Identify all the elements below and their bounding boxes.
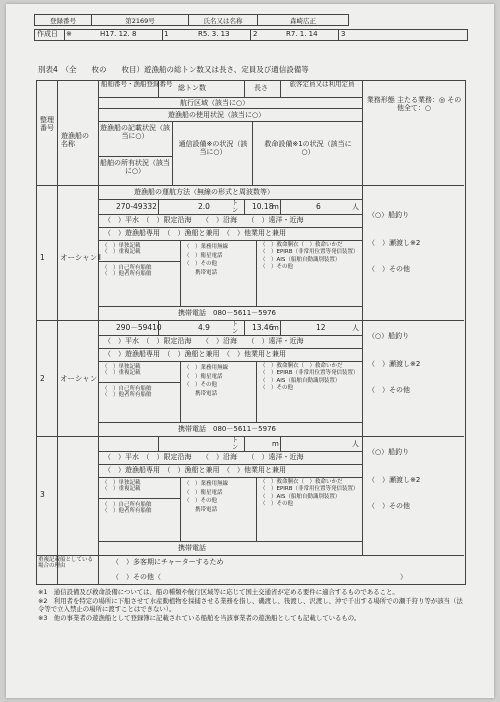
row-1-record-options[interactable]: （ ）単独記載 （ ）重複記載 — [102, 243, 141, 256]
header-method: 遊漁船の運航方法（無線の形式と周波数等） — [134, 188, 274, 196]
header-seq: 整理番号 — [40, 116, 54, 133]
note-1: ※1 通信設備及び救命設備については、船の種類や航行区域等に応じて国土交通省が定める要件に適合するものであること。 — [38, 588, 399, 596]
row-2-biz-rock[interactable]: （ ）瀬渡し※2 — [368, 360, 421, 368]
row-1-biz-rock[interactable]: （ ）瀬渡し※2 — [368, 239, 421, 247]
row-unit-ton-1: トン — [232, 200, 239, 214]
created-mark: ※ — [66, 30, 72, 38]
row-1-area-options[interactable]: （ ）平水 （ ）限定沿海 （ ）沿海 （ ）遠洋・近海 — [104, 216, 304, 224]
registration-header — [34, 14, 349, 26]
created-date-3: R7. 1. 14 — [286, 30, 318, 38]
created-index-1: 1 — [164, 30, 169, 38]
row-3-biz-rock[interactable]: （ ）瀬渡し※2 — [368, 476, 421, 484]
row-unit-m-3: m — [272, 440, 279, 448]
row-3-biz-other[interactable]: （ ）その他 — [368, 502, 410, 510]
row-3-area-options[interactable]: （ ）平水 （ ）限定沿海 （ ）沿海 （ ）遠洋・近海 — [104, 453, 304, 461]
reason-label: 重複記載船としている場合の理由 — [38, 557, 94, 570]
row-vessel-name-2: オーシャン — [60, 374, 98, 383]
label-registration-number: 登録番号 — [35, 15, 92, 26]
row-seq-2: 2 — [40, 374, 45, 383]
header-area: 航行区域（該当に○） — [180, 99, 250, 107]
row-2-area-options[interactable]: （ ）平水 （ ）限定沿海 （ ）沿海 （ ）遠洋・近海 — [104, 337, 304, 345]
row-reg-no-1: 270-49332 — [116, 202, 157, 211]
header-capacity: 旅客定員又は利用定員 — [289, 80, 355, 88]
row-2-comm-options[interactable]: （ ）業務用無線 （ ）衛星電話 （ ）その他 携帯電話 — [184, 365, 229, 397]
row-unit-m-1: m — [272, 203, 279, 211]
header-business: 業務形態 主たる業務：◎ その他全て：○ — [366, 96, 462, 113]
row-2-phone: 080－5611－5976 — [213, 425, 276, 433]
row-3-comm-options[interactable]: （ ）業務用無線 （ ）衛星電話 （ ）その他 携帯電話 — [184, 481, 229, 513]
row-1-use-options[interactable]: （ ）遊漁船専用 （ ）漁船と兼用 （ ）他業用と兼用 — [104, 229, 286, 237]
header-comm: 通信設備※の状況（該当に○） — [178, 140, 248, 157]
label-name: 氏名又は名称 — [189, 15, 258, 26]
operator-name: 森崎広正 — [258, 15, 349, 26]
reason-option-1[interactable]: （ ）多客期にチャーターするため — [112, 558, 224, 566]
row-1-rescue-options[interactable]: （ ）救命胴衣（ ）救命いかだ （ ）EPIRB（非常用位置等発信装置） （ ）AIS（船舶自動識別装置） （ ）その他 — [260, 242, 359, 271]
notes — [38, 588, 464, 623]
row-1-owner-options[interactable]: （ ）自己所有船舶 （ ）他者所有船舶 — [102, 265, 152, 278]
header-reg-no: 船舶番号・漁船登録番号 — [101, 80, 173, 88]
row-length-2: 13.46 — [252, 323, 274, 332]
row-capacity-1: 6 — [316, 202, 321, 211]
row-unit-ton-2: トン — [232, 321, 239, 335]
reason-option-2-text: その他（ — [133, 573, 161, 581]
row-gt-2: 4.9 — [198, 323, 210, 332]
reason-option-1-text: 多客期にチャーターするため — [133, 558, 224, 566]
row-unit-m-2: m — [272, 324, 279, 332]
row-3-biz-fishing[interactable]: （○）船釣り — [368, 448, 410, 456]
row-3-owner-options[interactable]: （ ）自己所有船舶 （ ）他者所有船舶 — [102, 502, 152, 515]
row-gt-1: 2.0 — [198, 202, 210, 211]
row-1-biz-other[interactable]: （ ）その他 — [368, 265, 410, 273]
row-3-use-options[interactable]: （ ）遊漁船専用 （ ）漁船と兼用 （ ）他業用と兼用 — [104, 466, 286, 474]
created-index-3: 3 — [341, 30, 346, 38]
row-2-biz-fishing[interactable]: （○）船釣り — [368, 332, 410, 340]
note-2: ※2 利用者を特定の場所に下船させて水産動植物を採捕させる業務を指し、磯渡し、筏渡し、沢渡し、沖で千出する場所での瀬千狩り等が該当（法令等で立入禁止の場所に渡すことはできない）。 — [38, 596, 463, 614]
reason-close-paren: ） — [400, 573, 407, 581]
row-1-biz-fishing[interactable]: （○）船釣り — [368, 211, 410, 219]
row-3-rescue-options[interactable]: （ ）救命胴衣（ ）救命いかだ （ ）EPIRB（非常用位置等発信装置） （ ）AIS（船舶自動識別装置） （ ）その他 — [260, 479, 359, 508]
row-1-mobile: 携帯電話 080－5611－5976 — [178, 309, 276, 317]
header-use: 遊漁船の使用状況（該当に○） — [168, 111, 266, 119]
registration-number: 第2169号 — [92, 15, 189, 26]
header-rescue: 救命設備※1の状況（該当に○） — [264, 140, 352, 157]
header-record: 遊漁船の記載状況（該当に○） — [100, 124, 170, 141]
header-gt: 総トン数 — [178, 84, 206, 92]
created-index-2: 2 — [253, 30, 258, 38]
row-2-owner-options[interactable]: （ ）自己所有船舶 （ ）他者所有船舶 — [102, 386, 152, 399]
row-2-use-options[interactable]: （ ）遊漁船専用 （ ）漁船と兼用 （ ）他業用と兼用 — [104, 350, 286, 358]
row-2-record-options[interactable]: （ ）単独記載 （ ）重複記載 — [102, 364, 141, 377]
row-seq-3: 3 — [40, 490, 45, 499]
row-seq-1: 1 — [40, 253, 45, 262]
header-owner: 船舶の所有状況（該当に○） — [100, 159, 170, 176]
row-unit-person-2: 人 — [352, 324, 359, 332]
row-unit-person-3: 人 — [352, 440, 359, 448]
row-unit-ton-3: トン — [232, 437, 239, 451]
label-created-date: 作成日 — [37, 30, 58, 38]
header-vessel-name: 遊漁船の名称 — [61, 132, 89, 149]
row-capacity-2: 12 — [316, 323, 326, 332]
row-2-mobile: 携帯電話 080－5611－5976 — [178, 425, 276, 433]
created-date-1: H17. 12. 8 — [100, 30, 137, 38]
row-unit-person-1: 人 — [352, 203, 359, 211]
row-length-1: 10.18 — [252, 202, 274, 211]
table-caption: 別表4 （全 枚の 枚目）遊漁船の総トン数又は長さ、定員及び通信設備等 — [38, 65, 309, 74]
header-length: 長さ — [254, 84, 268, 92]
created-date-2: R5. 3. 13 — [198, 30, 230, 38]
reason-option-2[interactable]: （ ）その他（ — [112, 573, 161, 581]
row-reg-no-2: 290－59410 — [116, 323, 162, 332]
row-3-mobile: 携帯電話 — [178, 544, 206, 552]
row-vessel-name-1: オーシャンⅡ — [60, 253, 101, 262]
row-2-rescue-options[interactable]: （ ）救命胴衣（ ）救命いかだ （ ）EPIRB（非常用位置等発信装置） （ ）AIS（船舶自動識別装置） （ ）その他 — [260, 363, 359, 392]
note-3: ※3 他の事業者の遊漁船として登録簿に記載されている船舶を当該事業者の遊漁船としても記載しているもの。 — [38, 613, 361, 622]
row-3-record-options[interactable]: （ ）単独記載 （ ）重複記載 — [102, 480, 141, 493]
row-1-comm-options[interactable]: （ ）業務用無線 （ ）衛星電話 （ ）その他 携帯電話 — [184, 244, 229, 276]
row-1-phone: 080－5611－5976 — [213, 309, 276, 317]
row-2-biz-other[interactable]: （ ）その他 — [368, 386, 410, 394]
